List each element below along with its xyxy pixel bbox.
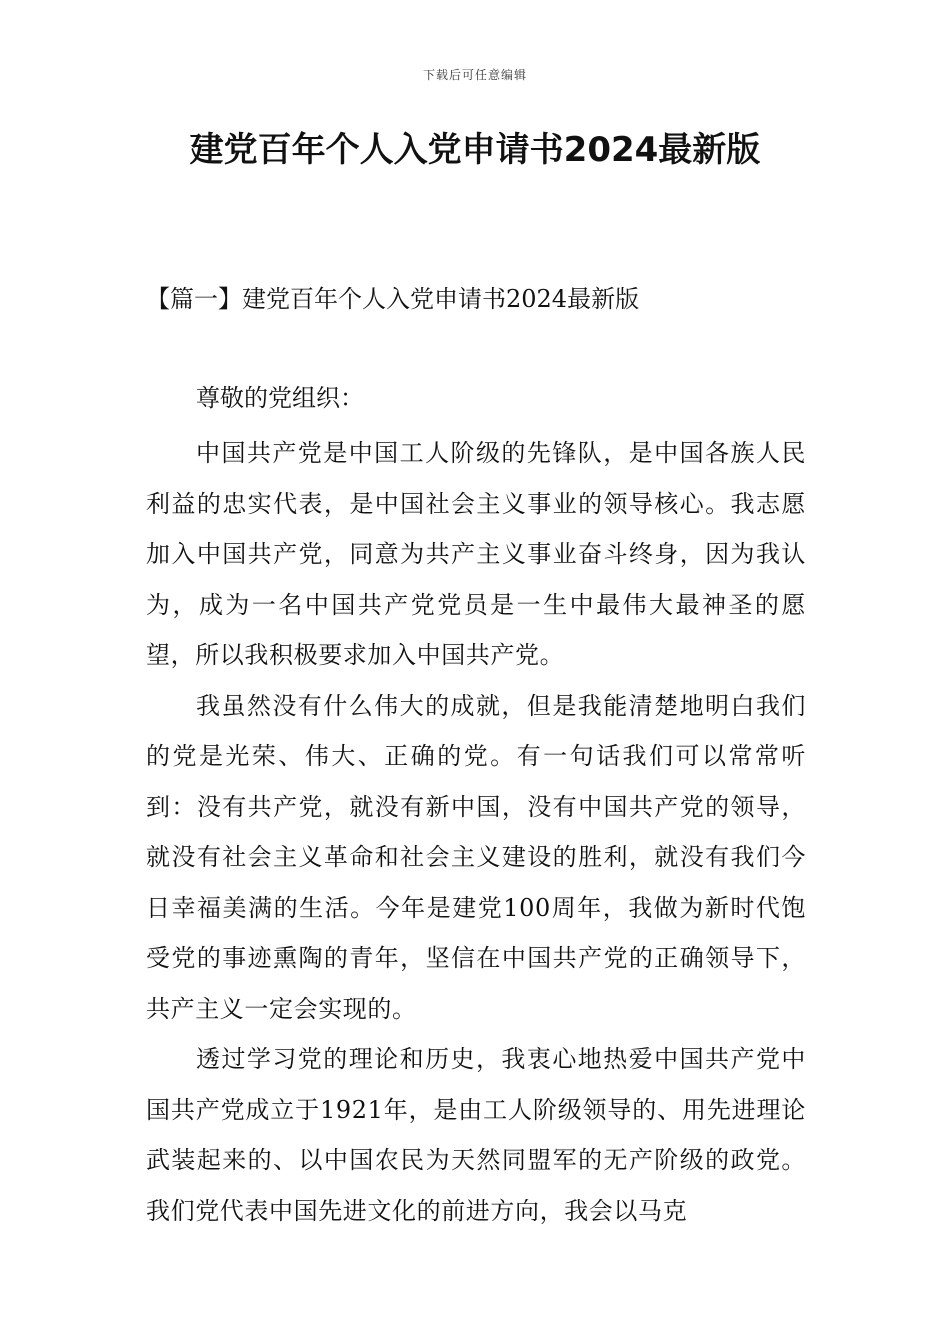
download-editable-note: 下载后可任意编辑 [422, 68, 527, 82]
salutation: 尊敬的党组织： [196, 384, 364, 412]
section-heading: 【篇一】建党百年个人入党申请书2024最新版 [146, 285, 640, 313]
document-title: 建党百年个人入党申请书2024最新版 [189, 130, 761, 170]
document-body [146, 428, 806, 1236]
paragraph-1: 中国共产党是中国工人阶级的先锋队，是中国各族人民利益的忠实代表，是中国社会主义事业的领导核心。我志愿加入中国共产党，同意为共产主义事业奋斗终身，因为我认为，成为一名中国共产党党员是一生中最伟大最神圣的愿望，所以我积极要求加入中国共产党。 [146, 439, 806, 669]
paragraph-2: 我虽然没有什么伟大的成就，但是我能清楚地明白我们的党是光荣、伟大、正确的党。有一句话我们可以常常听到：没有共产党，就没有新中国，没有中国共产党的领导，就没有社会主义革命和社会主义建设的胜利，就没有我们今日幸福美满的生活。今年是建党100周年，我做为新时代饱受党的事迹熏陶的青年，坚信在中国共产党的正确领导下，共产主义一定会实现的。 [146, 691, 806, 1023]
paragraph-3: 透过学习党的理论和历史，我衷心地热爱中国共产党中国共产党成立于1921年，是由工人阶级领导的、用先进理论武装起来的、以中国农民为天然同盟军的无产阶级的政党。我们党代表中国先进文化的前进方向，我会以马克 [146, 1045, 806, 1225]
